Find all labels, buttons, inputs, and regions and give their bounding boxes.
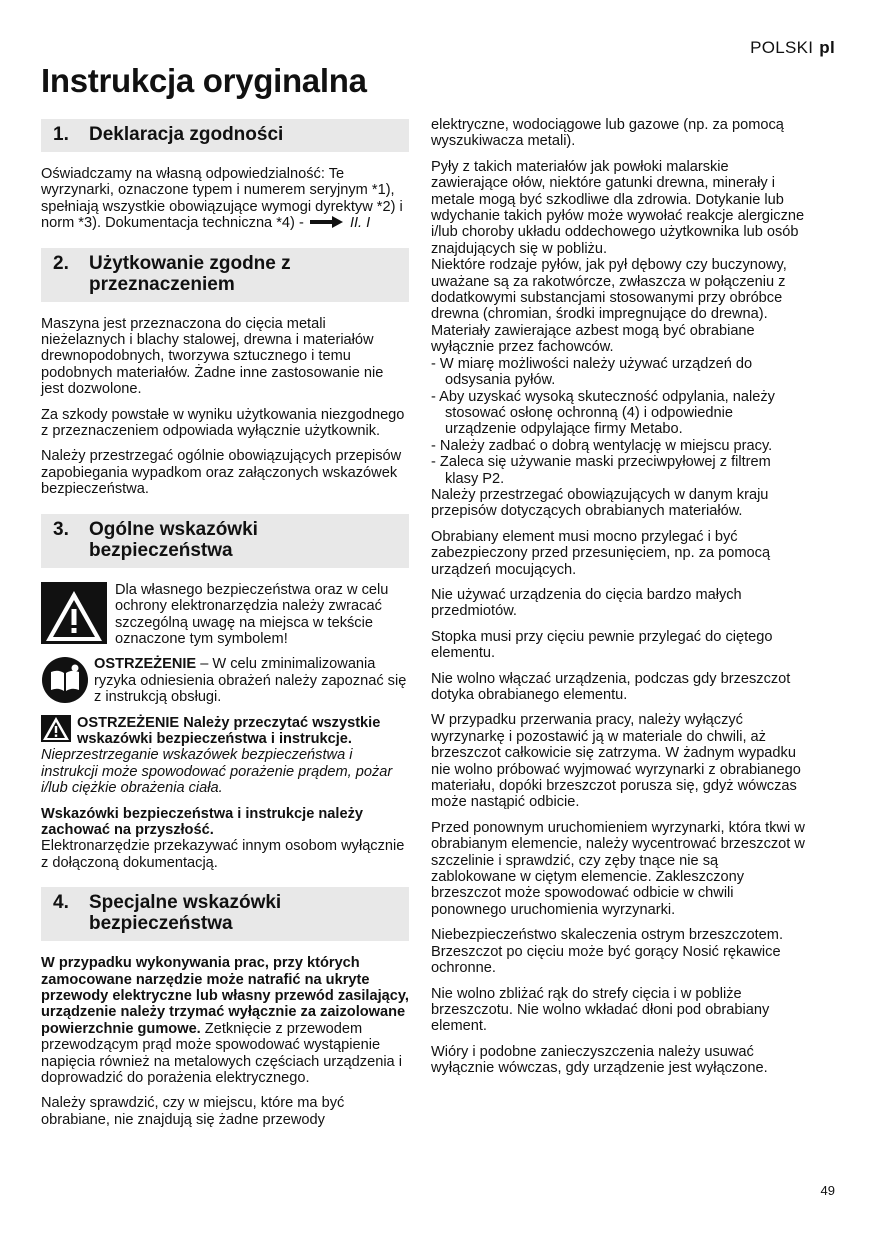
- read-manual-icon: [41, 656, 89, 704]
- paragraph: Nie wolno włączać urządzenia, podczas gdy brzeszczot dotyka obrabianego elementu.: [431, 670, 791, 703]
- section-heading-4: [41, 887, 409, 941]
- warning-text: – W celu zminimalizowania ryzyka odniesienia obrażeń należy zapoznać się z instrukcją obsługi.: [94, 656, 407, 706]
- list-item: - Zaleca się używanie maski przeciwpyłowej z filtrem klasy P2.: [431, 454, 771, 487]
- arrow-icon: [310, 215, 344, 229]
- list-item: - Należy zadbać o dobrą wentylację w miejscu pracy.: [431, 437, 773, 454]
- paragraph: Wióry i podobne zanieczyszczenia należy usuwać wyłącznie wówczas, gdy urządzenie jest wyłączone.: [431, 1043, 768, 1077]
- manual-warning-block: [41, 656, 409, 705]
- declaration-paragraph: [41, 166, 409, 232]
- keep-instructions-paragraph: [41, 806, 409, 872]
- paragraph: Przed ponownym uruchomieniem wyrzynarki, która tkwi w obrabianym elemencie, należy wycentrować brzeszczot w szczelinie i sprawdzić, czy zęby tnące nie są zablokowane w ciętym elemencie. Zakleszczony brzeszczot może spowodować odbicie w chwili ponownego uruchomienia wyrzynarki.: [431, 819, 805, 918]
- list-item: - W miarę możliwości należy używać urządzeń do odsysania pyłów.: [431, 355, 753, 389]
- section-number: 2.: [53, 252, 69, 274]
- section-heading-3: [41, 514, 409, 568]
- warning-symbol-block: [41, 582, 409, 648]
- section-title: Deklaracja zgodności: [89, 124, 284, 145]
- manual-warning-text: [94, 656, 409, 705]
- hidden-wires-text: Zetknięcie z przewodem przewodzącym prąd może spowodować wystąpienie napięcia również na metalowych częściach urządzenia i doprowadzić do porażenia elektrycznego.: [41, 1020, 402, 1087]
- declaration-text: Oświadczamy na własną odpowiedzialność: Te wyrzynarki, oznaczone typem i numerem seryjnym *1), spełniają wszystkie obowiązujące wymogi dyrektyw *2) i norm *3). Dokumentacja techniczna *4) -: [41, 166, 403, 232]
- usage-paragraph: Za szkody powstałe w wyniku użytkowania niezgodnego z przeznaczeniem odpowiada wyłącznie użytkownik.: [41, 406, 405, 440]
- paragraph: W przypadku przerwania pracy, należy wyłączyć wyrzynarkę i pozostawić ją w materiale do chwili, aż brzeszczot całkowicie się zatrzyma. W żadnym wypadku nie wolno próbować wyjmować wyrzynarki z obrabianego materiału, dopóki brzeszczot porusza się, gdyż wówczas może nastąpić odbicie.: [431, 712, 801, 811]
- hidden-wires-paragraph: [41, 955, 409, 1086]
- section-heading-1: [41, 119, 409, 152]
- paragraph: elektryczne, wodociągowe lub gazowe (np. za pomocą wyszukiwacza metali).: [431, 117, 784, 150]
- language-header: [750, 38, 835, 58]
- list-item: - Aby uzyskać wysoką skuteczność odpylania, należy stosować osłonę ochronną (4) i odpowiednie urządzenie odpylające firmy Metabo.: [431, 388, 775, 438]
- keep-text: Elektronarzędzie przekazywać innym osobom wyłącznie z dołączoną dokumentacją.: [41, 838, 405, 871]
- paragraph: Niebezpieczeństwo skaleczenia ostrym brzeszczotem. Brzeszczot po cięciu może być gorący Nosić rękawice ochronne.: [431, 927, 784, 977]
- paragraph: Nie używać urządzenia do cięcia bardzo małych przedmiotów.: [431, 586, 742, 620]
- left-column: [41, 119, 409, 1137]
- paragraph: Stopka musi przy cięciu pewnie przylegać do ciętego elementu.: [431, 628, 773, 662]
- paragraph: Należy przestrzegać obowiązujących w danym kraju przepisów dotyczących obrabianych materiałów.: [431, 486, 769, 520]
- paragraph: Pyły z takich materiałów jak powłoki malarskie zawierające ołów, niektóre gatunki drewna, minerały i metale mogą być szkodliwe dla zdrowia. Dotykanie lub wdychanie takich pyłów może wywołać reakcje alergiczne i/lub choroby układu oddechowego użytkownika lub osób znajdujących się w pobliżu.: [431, 158, 805, 257]
- keep-bold-text: Wskazówki bezpieczeństwa i instrukcje należy zachować na przyszłość.: [41, 805, 363, 838]
- paragraph: Nie wolno zbliżać rąk do strefy cięcia i w pobliże brzeszczotu. Nie wolno wkładać dłoni pod obrabiany element.: [431, 985, 770, 1035]
- section-number: 3.: [53, 518, 69, 540]
- warning-bold-text: OSTRZEŻENIE Należy przeczytać wszystkie wskazówki bezpieczeństwa i instrukcje.: [77, 714, 381, 747]
- warning-symbol-text: Dla własnego bezpieczeństwa oraz w celu ochrony elektronarzędzia należy zwracać szczególną uwagę na miejsca w tekście oznaczone tym symbolem!: [115, 581, 389, 647]
- language-label: POLSKI: [750, 38, 814, 57]
- language-code: pl: [819, 38, 835, 57]
- warning-italic-text: Nieprzestrzeganie wskazówek bezpieczeństwa i instrukcji może spowodować porażenie prądem, pożar i/lub ciężkie obrażenia ciała.: [41, 747, 393, 797]
- page-number: 49: [820, 1183, 835, 1198]
- figure-reference: II. I: [349, 215, 371, 232]
- usage-paragraph: Maszyna jest przeznaczona do cięcia metali nieżelaznych i blachy stalowej, drewna i materiałów drewnopodobnych, tworzywa sztucznego i temu podobnych materiałów. Żadne inne zastosowanie nie jest dozwolone.: [41, 315, 384, 398]
- section-title: Ogólne wskazówki bezpieczeństwa: [89, 518, 258, 561]
- warning-label: OSTRZEŻENIE: [94, 656, 197, 673]
- check-wires-paragraph: Należy sprawdzić, czy w miejscu, które ma być obrabiane, nie znajdują się żadne przewody: [41, 1095, 345, 1128]
- section-number: 4.: [53, 892, 69, 914]
- warning-triangle-icon: [41, 715, 71, 742]
- usage-paragraph: Należy przestrzegać ogólnie obowiązujących przepisów zapobiegania wypadkom oraz załączonych wskazówek bezpieczeństwa.: [41, 448, 402, 498]
- hidden-wires-bold: W przypadku wykonywania prac, przy których zamocowane narzędzie może natrafić na ukryte przewody elektryczne lub własny przewód zasilający, urządzenie należy trzymać wyłącznie za zaizolowane powierzchnie gumowe.: [41, 955, 409, 1037]
- right-column: [431, 117, 807, 1086]
- section-number: 1.: [53, 124, 69, 145]
- section-title: Użytkowanie zgodne z przeznaczeniem: [89, 252, 291, 295]
- read-instructions-warning: [41, 715, 409, 797]
- warning-triangle-icon: [41, 582, 107, 644]
- section-heading-2: [41, 248, 409, 302]
- section-title: Specjalne wskazówki bezpieczeństwa: [89, 892, 282, 935]
- page-title: Instrukcja oryginalna: [41, 62, 367, 99]
- dust-list: [431, 356, 807, 487]
- paragraph: Niektóre rodzaje pyłów, jak pył dębowy czy buczynowy, uważane są za rakotwórcze, zwłaszcza w połączeniu z dodatkowymi substancjami stosowanymi przy obróbce drewna (chromian, środki impregnujące do drewna). Materiały zawierające azbest mogą być obrabiane wyłącznie przez fachowców.: [431, 257, 787, 356]
- paragraph: Obrabiany element musi mocno przylegać i być zabezpieczony przed przesunięciem, np. za pomocą urządzeń mocujących.: [431, 528, 771, 578]
